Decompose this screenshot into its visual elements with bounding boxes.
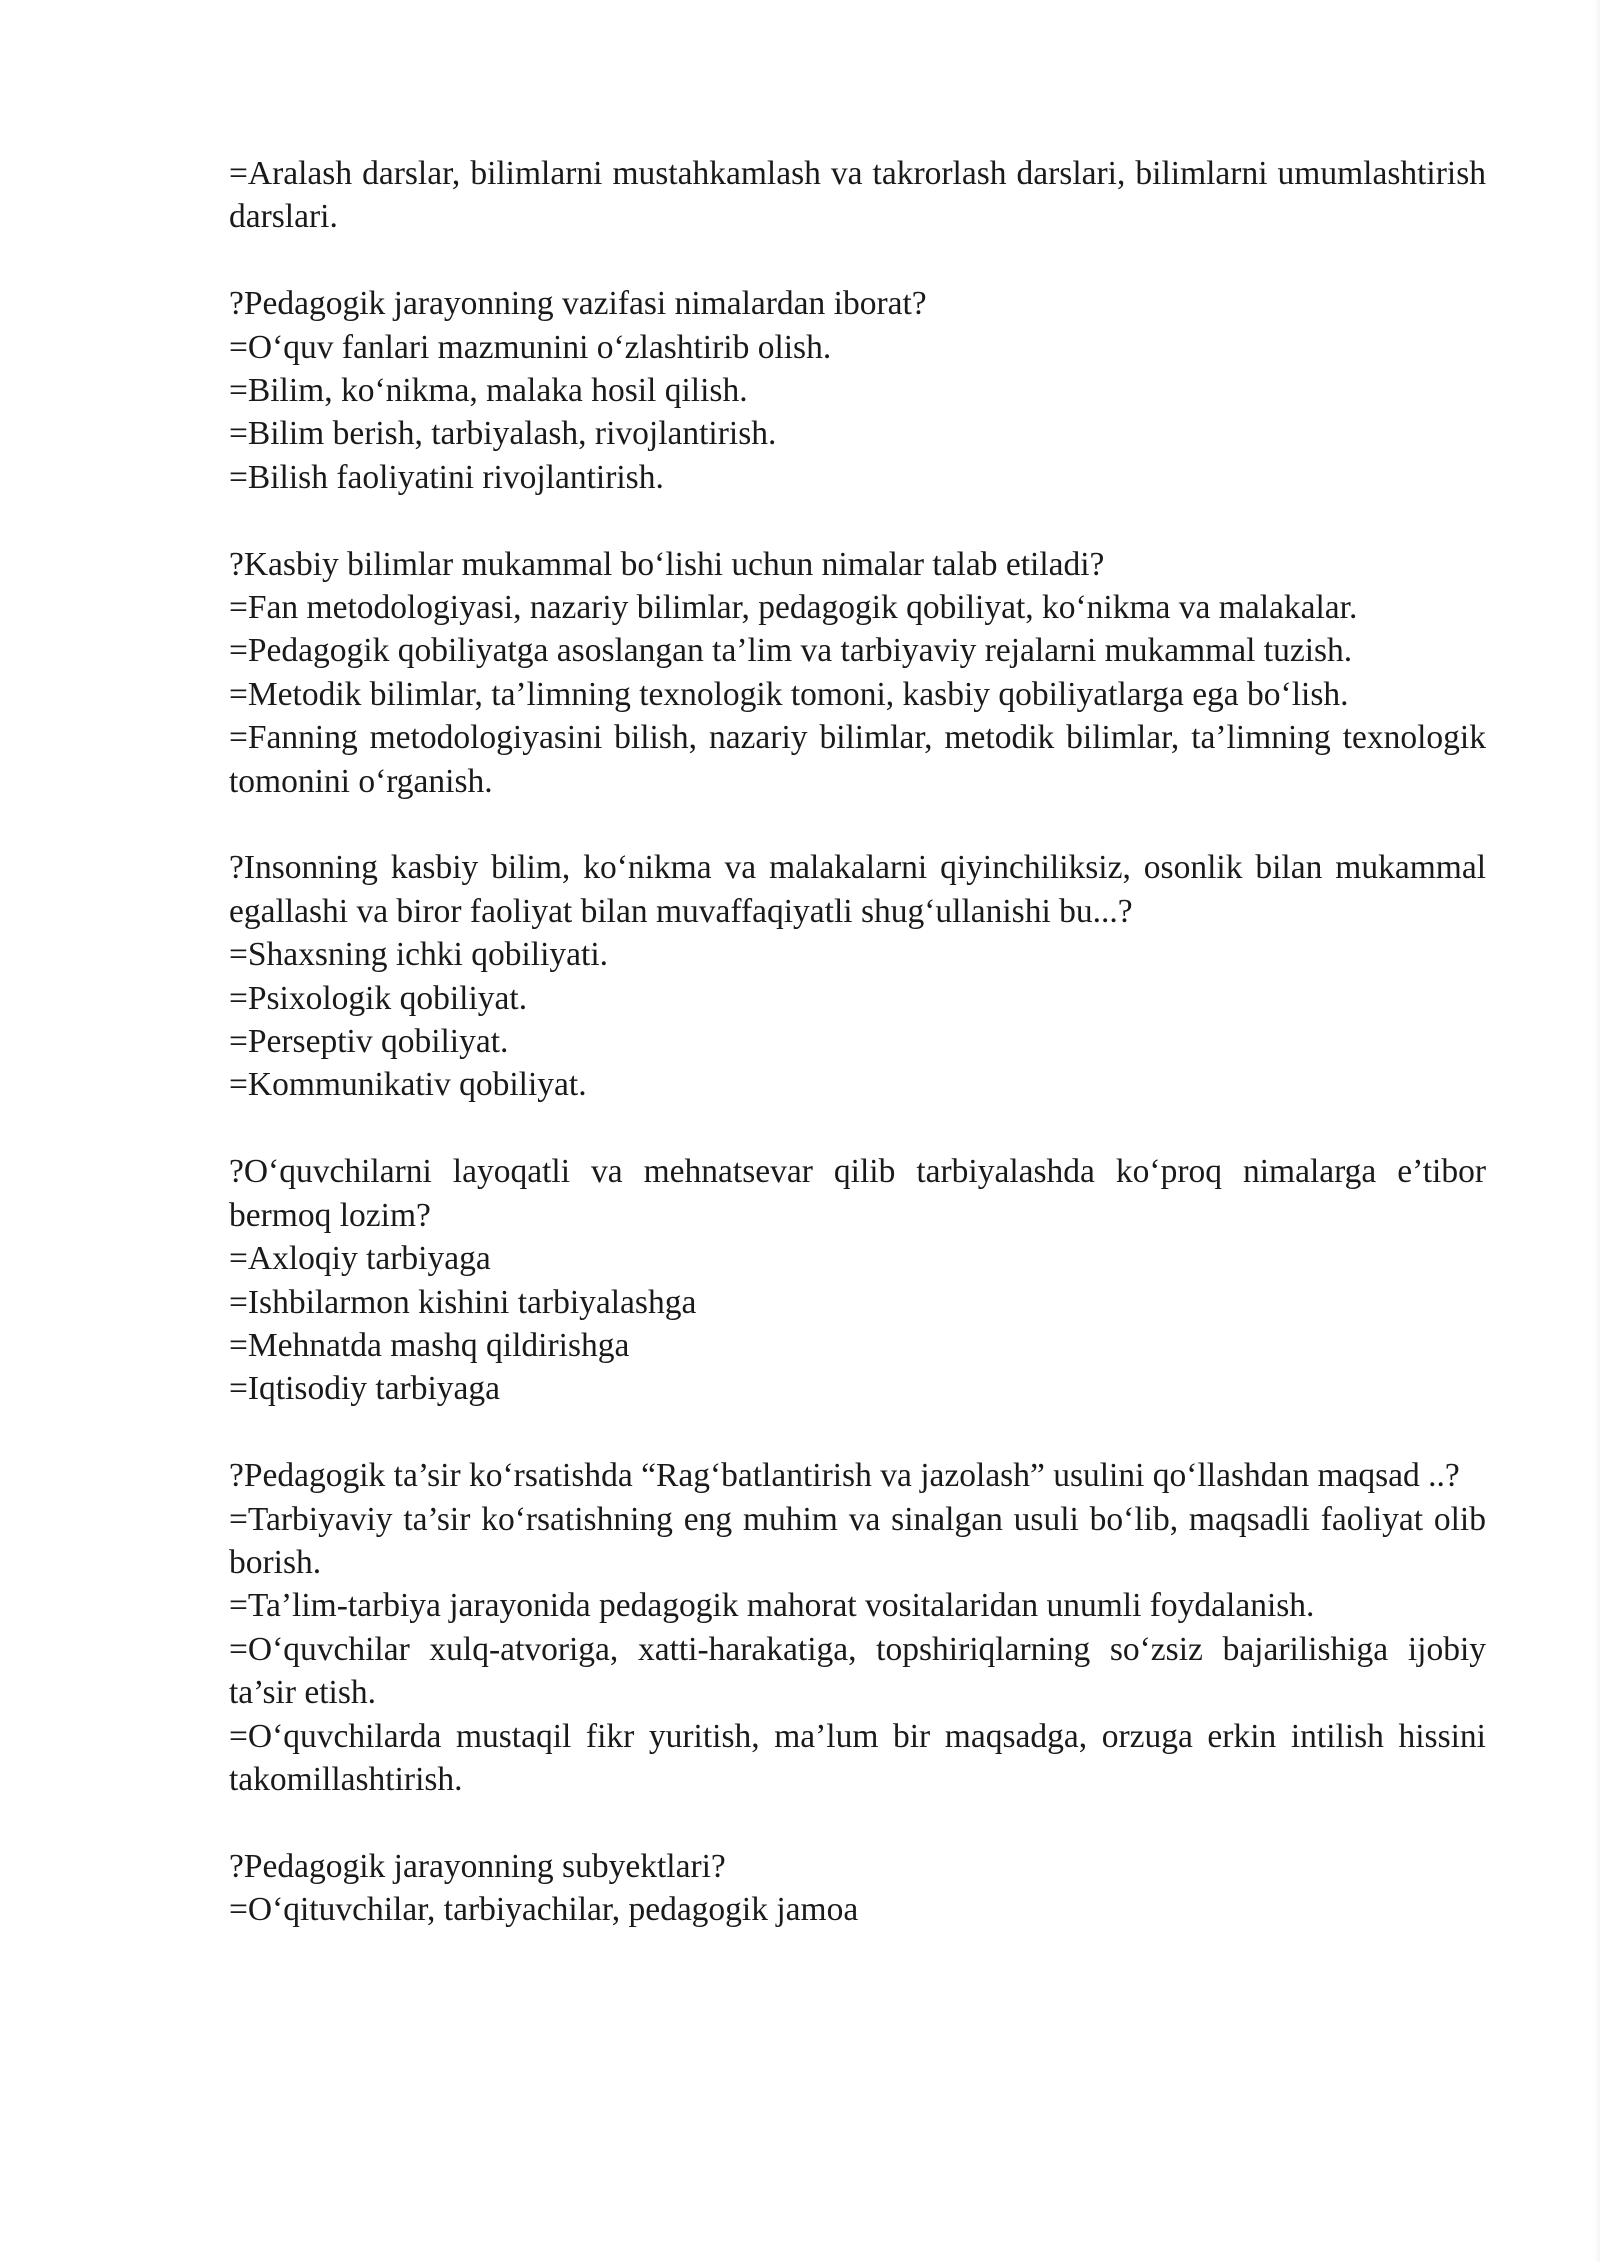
text-block <box>229 152 1486 239</box>
answer-line: =Iqtisodiy tarbiyaga <box>229 1370 501 1408</box>
answer-line: =Shaxsning ichki qobiliyati. <box>229 936 609 974</box>
answer-line: =Psixologik qobiliyat. <box>229 979 528 1017</box>
answer-line: =Ishbilarmon kishini tarbiyalashga <box>229 1283 697 1321</box>
question-line: ?Pedagogik jarayonning vazifasi nimalardan iborat? <box>229 285 927 323</box>
question-line: ?Pedagogik ta’sir ko‘rsatishda “Rag‘batlantirish va jazolash” usulini qo‘llashdan maqsad ..? <box>229 1457 1460 1495</box>
question-block <box>229 846 1486 1106</box>
answer-line: =Ta’lim-tarbiya jarayonida pedagogik mahorat vositalaridan unumli foydalanish. <box>229 1587 1315 1625</box>
answer-line: =O‘qituvchilar, tarbiyachilar, pedagogik jamoa <box>229 1891 859 1929</box>
answer-line: =Bilim, ko‘nikma, malaka hosil qilish. <box>229 372 748 410</box>
answer-line: =Mehnatda mashq qildirishga <box>229 1326 630 1364</box>
question-block <box>229 1454 1486 1801</box>
question-block <box>229 282 1486 499</box>
answer-line: =Axloqiy tarbiyaga <box>229 1240 491 1278</box>
question-line: ?Insonning kasbiy bilim, ko‘nikma va malakalarni qiyinchiliksiz, osonlik bilan mukammal egallashi va biror faoliyat bilan muvaffaqiyatli shug‘ullanishi bu...? <box>229 849 1486 930</box>
question-line: ?Pedagogik jarayonning subyektlari? <box>229 1847 726 1885</box>
answer-line: =Tarbiyaviy ta’sir ko‘rsatishning eng muhim va sinalgan usuli bo‘lib, maqsadli faoliyat olib borish. <box>229 1500 1486 1581</box>
answer-line: =Perseptiv qobiliyat. <box>229 1023 509 1061</box>
question-line: ?Kasbiy bilimlar mukammal bo‘lishi uchun nimalar talab etiladi? <box>229 545 1105 583</box>
answer-line: =Kommunikativ qobiliyat. <box>229 1066 587 1104</box>
question-block <box>229 1150 1486 1410</box>
question-line: ?O‘quvchilarni layoqatli va mehnatsevar qilib tarbiyalashda ko‘proq nimalarga e’tibor bermoq lozim? <box>229 1153 1486 1234</box>
answer-line: =Bilim berish, tarbiyalash, rivojlantirish. <box>229 415 777 453</box>
answer-line: =Metodik bilimlar, ta’limning texnologik tomoni, kasbiy qobiliyatlarga ega bo‘lish. <box>229 675 1349 713</box>
document-body <box>229 152 1486 1975</box>
answer-line: =O‘quvchilar xulq-atvoriga, xatti-harakatiga, topshiriqlarning so‘zsiz bajarilishiga ijobiy ta’sir etish. <box>229 1630 1486 1712</box>
answer-line: =O‘quvchilarda mustaqil fikr yuritish, ma’lum bir maqsadga, orzuga erkin intilish hissini takomillashtirish. <box>229 1717 1486 1798</box>
answer-line: =Pedagogik qobiliyatga asoslangan ta’lim va tarbiyaviy rejalarni mukammal tuzish. <box>229 632 1353 670</box>
answer-line: =Fan metodologiyasi, nazariy bilimlar, pedagogik qobiliyat, ko‘nikma va malakalar. <box>229 589 1358 627</box>
answer-line: =Fanning metodologiyasini bilish, nazariy bilimlar, metodik bilimlar, ta’limning texnologik tomonini o‘rganish. <box>229 719 1486 800</box>
answer-line: =Aralash darslar, bilimlarni mustahkamlash va takrorlash darslari, bilimlarni umumlashtirish darslari. <box>229 155 1486 236</box>
page-edge-shadow <box>1594 0 1600 2262</box>
question-block <box>229 543 1486 803</box>
question-block <box>229 1845 1486 1932</box>
answer-line: =O‘quv fanlari mazmunini o‘zlashtirib olish. <box>229 328 832 366</box>
answer-line: =Bilish faoliyatini rivojlantirish. <box>229 458 664 496</box>
